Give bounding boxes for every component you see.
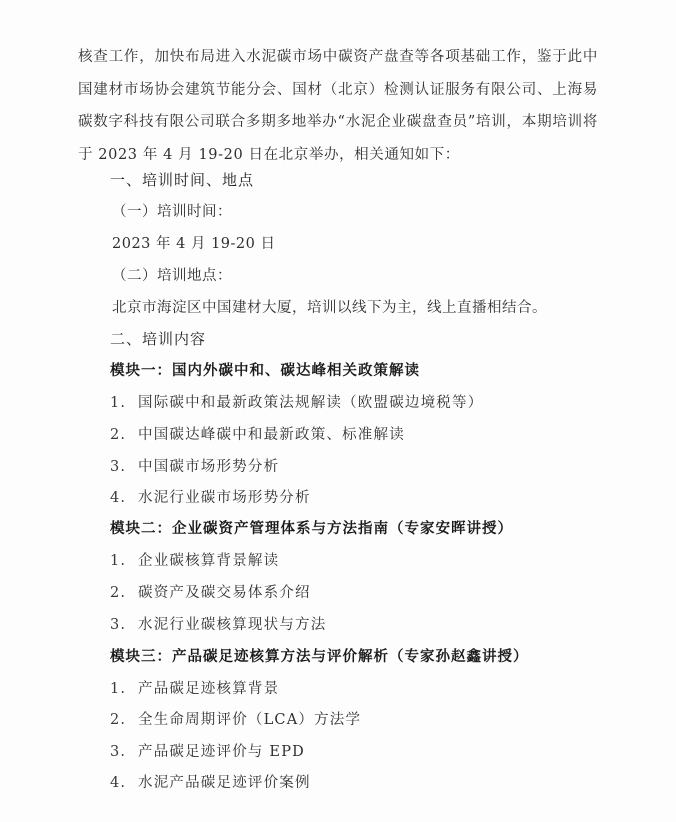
intro-paragraph: 核查工作，加快布局进入水泥碳市场中碳资产盘查等各项基础工作，鉴于此中国建材市场协会建筑节能分会、国材（北京）检测认证服务有限公司、上海易碳数字科技有限公司联合多期多地举办“水泥企业碳盘查员”培训，本期培训将于 2023 年 4 月 19-20 日在北京举办，相关通知如下： xyxy=(78,49,598,163)
list-item: 1. 国际碳中和最新政策法规解读（欧盟碳边境税等） xyxy=(110,395,484,411)
module-title: 模块二：企业碳资产管理体系与方法指南（专家安晖讲授） xyxy=(110,521,513,537)
list-item: 4. 水泥行业碳市场形势分析 xyxy=(110,490,311,506)
list-item: 4. 水泥产品碳足迹评价案例 xyxy=(110,775,311,791)
training-place-value: 北京市海淀区中国建材大厦，培训以线下为主，线上直播相结合。 xyxy=(112,300,547,316)
training-time-label: （一）培训时间： xyxy=(112,204,232,220)
list-item: 3. 产品碳足迹评价与 EPD xyxy=(110,744,305,760)
list-item: 2. 碳资产及碳交易体系介绍 xyxy=(110,585,311,601)
training-time-value: 2023 年 4 月 19-20 日 xyxy=(112,236,276,252)
list-item: 3. 水泥行业碳核算现状与方法 xyxy=(110,617,327,633)
list-item: 2. 中国碳达峰碳中和最新政策、标准解读 xyxy=(110,427,405,443)
module-title: 模块一：国内外碳中和、碳达峰相关政策解读 xyxy=(110,363,420,379)
training-place-label: （二）培训地点： xyxy=(112,268,232,284)
list-item: 2. 全生命周期评价（LCA）方法学 xyxy=(110,712,362,728)
list-item: 1. 产品碳足迹核算背景 xyxy=(110,681,280,697)
list-item: 3. 中国碳市场形势分析 xyxy=(110,459,280,475)
list-item: 1. 企业碳核算背景解读 xyxy=(110,553,280,569)
section-heading-content: 二、培训内容 xyxy=(110,330,207,348)
module-title: 模块三：产品碳足迹核算方法与评价解析（专家孙赵鑫讲授） xyxy=(110,649,529,665)
section-heading-time-place: 一、培训时间、地点 xyxy=(110,171,255,189)
